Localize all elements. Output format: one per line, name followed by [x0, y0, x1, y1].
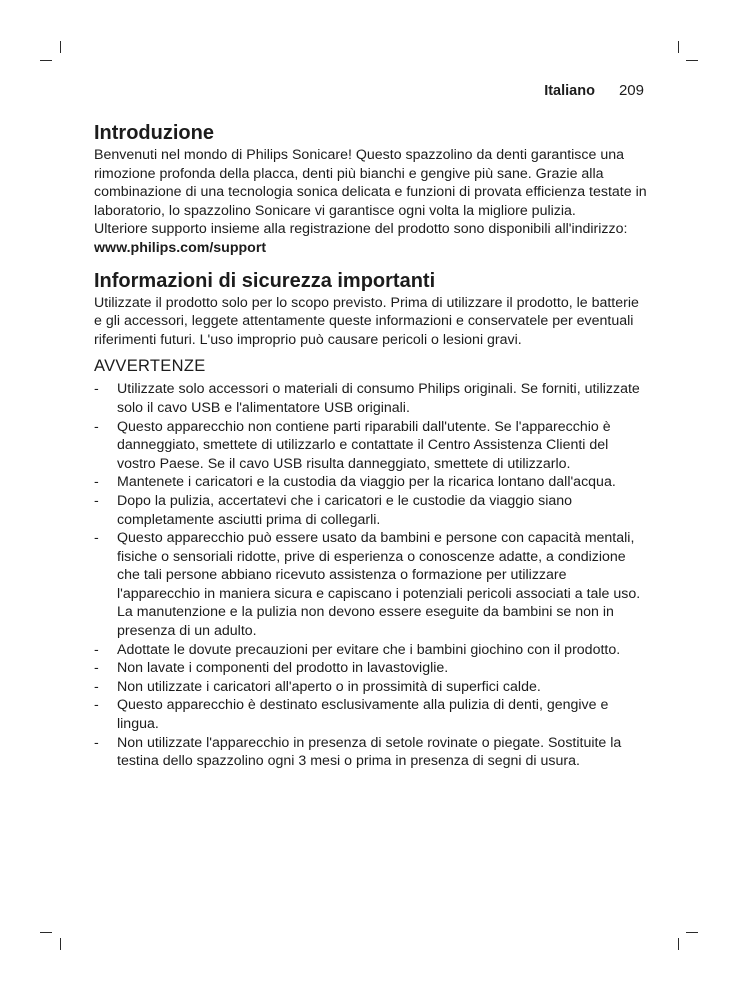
crop-mark-top-left-v — [60, 41, 61, 53]
warning-text: Utilizzate solo accessori o materiali di consumo Philips originali. Se forniti, utilizzate solo il cavo USB e l'alimentatore USB originali. — [117, 381, 640, 416]
warning-text: Questo apparecchio può essere usato da bambini e persone con capacità mentali, fisiche o sensoriali ridotte, prive di esperienza o conoscenze adatte, a condizione che tali persone abbiano ricevuto assistenza o formazione per utilizzare l'apparecchio in maniera sicura e capiscano i potenziali pericoli associati a tale uso. La manutenzione e la pulizia non devono essere eseguite da bambini se non in presenza di un adulto. — [117, 530, 641, 640]
support-paragraph — [94, 220, 650, 257]
warning-item — [94, 678, 650, 697]
warning-item — [94, 696, 650, 733]
bullet-dash: - — [94, 492, 99, 509]
bullet-dash: - — [94, 381, 99, 398]
crop-mark-bottom-left-v — [60, 938, 61, 950]
warnings-list — [94, 380, 650, 770]
warning-item — [94, 734, 650, 771]
crop-mark-top-right-h — [686, 60, 698, 61]
crop-mark-top-right-v — [678, 41, 679, 53]
warning-item — [94, 641, 650, 660]
page-content — [94, 120, 650, 771]
support-text: Ulteriore supporto insieme alla registrazione del prodotto sono disponibili all'indirizzo: — [94, 221, 628, 238]
crop-mark-bottom-right-h — [686, 932, 698, 933]
warning-item — [94, 492, 650, 529]
bullet-dash: - — [94, 678, 99, 695]
bullet-dash: - — [94, 530, 99, 547]
safety-title: Informazioni di sicurezza importanti — [94, 269, 436, 292]
warning-item — [94, 473, 650, 492]
page-number: 209 — [618, 82, 644, 99]
bullet-dash: - — [94, 641, 99, 658]
warning-item — [94, 418, 650, 474]
crop-mark-bottom-right-v — [678, 938, 679, 950]
bullet-dash: - — [94, 734, 99, 751]
warning-text: Dopo la pulizia, accertatevi che i caricatori e le custodie da viaggio siano completamente asciutti prima di collegarli. — [117, 492, 573, 528]
warning-item — [94, 380, 650, 417]
warning-text: Non utilizzate l'apparecchio in presenza di setole rovinate o piegate. Sostituite la testina dello spazzolino ogni 3 mesi o prima in presenza di segni di usura. — [117, 734, 622, 770]
warning-item — [94, 529, 650, 641]
language-label: Italiano — [544, 83, 595, 99]
support-url: www.philips.com/support — [94, 239, 267, 256]
warnings-title: AVVERTENZE — [94, 357, 206, 376]
page-header — [544, 82, 644, 99]
warning-text: Non utilizzate i caricatori all'aperto o in prossimità di superfici calde. — [117, 678, 541, 695]
warning-text: Non lavate i componenti del prodotto in lavastoviglie. — [117, 660, 449, 677]
warning-text: Adottate le dovute precauzioni per evitare che i bambini giochino con il prodotto. — [117, 641, 621, 658]
bullet-dash: - — [94, 418, 99, 435]
safety-paragraph: Utilizzate il prodotto solo per lo scopo previsto. Prima di utilizzare il prodotto, le batterie e gli accessori, leggete attentamente queste informazioni e conservatele per eventuali riferimenti futuri. L'uso improprio può causare pericoli o lesioni gravi. — [94, 294, 639, 348]
warning-text: Questo apparecchio è destinato esclusivamente alla pulizia di denti, gengive e lingua. — [117, 697, 609, 733]
warning-text: Mantenete i caricatori e la custodia da viaggio per la ricarica lontano dall'acqua. — [117, 474, 616, 491]
crop-mark-bottom-left-h — [40, 932, 52, 933]
bullet-dash: - — [94, 697, 99, 714]
crop-mark-top-left-h — [40, 60, 52, 61]
bullet-dash: - — [94, 474, 99, 491]
intro-paragraph: Benvenuti nel mondo di Philips Sonicare! Questo spazzolino da denti garantisce una rimozione profonda della placca, denti più bianchi e gengive più sane. Grazie alla combinazione di una tecnologia sonica delicata e funzioni di provata efficienza testate in laboratorio, lo spazzolino Sonicare vi garantisce ogni volta la migliore pulizia. — [94, 147, 647, 219]
warning-item — [94, 659, 650, 678]
intro-title: Introduzione — [94, 122, 214, 144]
bullet-dash: - — [94, 660, 99, 677]
warning-text: Questo apparecchio non contiene parti riparabili dall'utente. Se l'apparecchio è danneggiato, smettete di utilizzarlo e contattate il Centro Assistenza Clienti del vostro Paese. Se il cavo USB risulta danneggiato, smettete di utilizzarlo. — [117, 418, 611, 472]
